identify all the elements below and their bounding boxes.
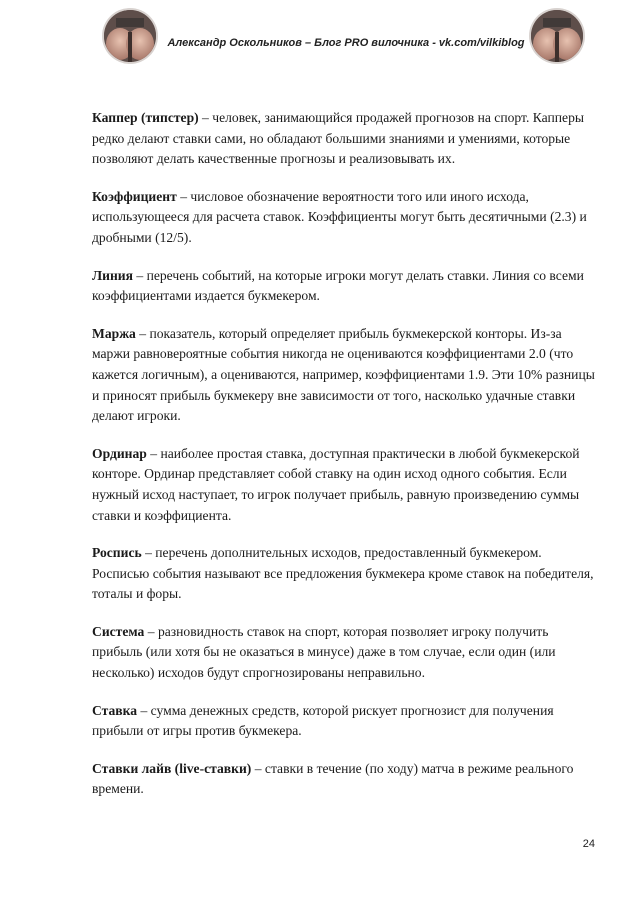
glossary-term: Каппер (типстер) [92,110,199,125]
glossary-entry-marzha [92,324,602,427]
blog-logo-image [104,10,156,62]
glossary-definition: – ставки в течение (по ходу) матча в режиме реального времени. [92,760,574,797]
glossary-definition: – числовое обозначение вероятности того или иного исхода, использующееся для расчета ставок. Коэффициенты могут быть десятичными (2.3) и дробными (12/5). [92,188,587,245]
glossary-entry-liniya [92,266,602,307]
glossary-term: Маржа [92,325,136,341]
glossary-definition: – человек, занимающийся продажей прогнозов на спорт. Капперы редко делают ставки сами, но обладают большими знаниями и умениями, которые позволяют делать качественные прогнозы и реализовывать их. [92,110,584,167]
glossary-entry-sistema [92,622,602,684]
glossary-entry-stavki-live [92,759,602,800]
glossary-entry-ordinar [92,444,602,526]
glossary-content [92,108,602,817]
blog-logo-right [531,10,583,62]
glossary-term: Коэффициент [92,188,177,204]
glossary-definition: – показатель, который определяет прибыль букмекерской конторы. Из-за маржи равновероятные события никогда не оцениваются коэффициентами 2.0 (что кажется логичным), а оцениваются, например, коэффициентами 1.9. Эти 10% разницы и приносят прибыль букмекеру вне зависимости от того, насколько удачные ставки делают игроки. [92,325,595,424]
glossary-definition: – перечень событий, на которые игроки могут делать ставки. Линия со всеми коэффициентами издается букмекером. [92,267,584,304]
blog-logo-left [104,10,156,62]
glossary-term: Линия [92,267,133,283]
blog-logo-image [531,10,583,62]
glossary-entry-stavka [92,701,602,742]
page-number: 24 [582,838,595,850]
glossary-definition: – наиболее простая ставка, доступная практически в любой букмекерской конторе. Ординар представляет собой ставку на один исход одного события. Если нужный исход наступает, то игрок получает прибыль, равную произведению суммы ставки и коэффициента. [92,445,580,523]
glossary-term: Система [92,623,145,639]
glossary-term: Роспись [92,545,142,561]
page-header [0,0,638,80]
glossary-definition: – разновидность ставок на спорт, которая позволяет игроку получить прибыль (или хотя бы не оказаться в минусе) даже в том случае, если один (или несколько) исходов будут спрогнозированы неправильно. [92,623,556,681]
glossary-entry-rospis [92,543,602,605]
glossary-definition: – сумма денежных средств, которой рискует прогнозист для получения прибыли от игры против букмекера. [92,702,554,739]
glossary-entry-kapper [92,108,602,170]
glossary-term: Ставка [92,702,138,718]
header-title: Александр Оскольников – Блог PRO вилочника - vk.com/vilkiblog [167,37,525,49]
glossary-term: Ординар [92,445,147,461]
glossary-definition: – перечень дополнительных исходов, предоставленный букмекером. Росписью события называют все предложения букмекера кроме ставок на победителя, тоталы и форы. [92,545,594,602]
glossary-entry-koefficient [92,187,602,249]
glossary-term: Ставки лайв (live-ставки) [92,760,252,776]
